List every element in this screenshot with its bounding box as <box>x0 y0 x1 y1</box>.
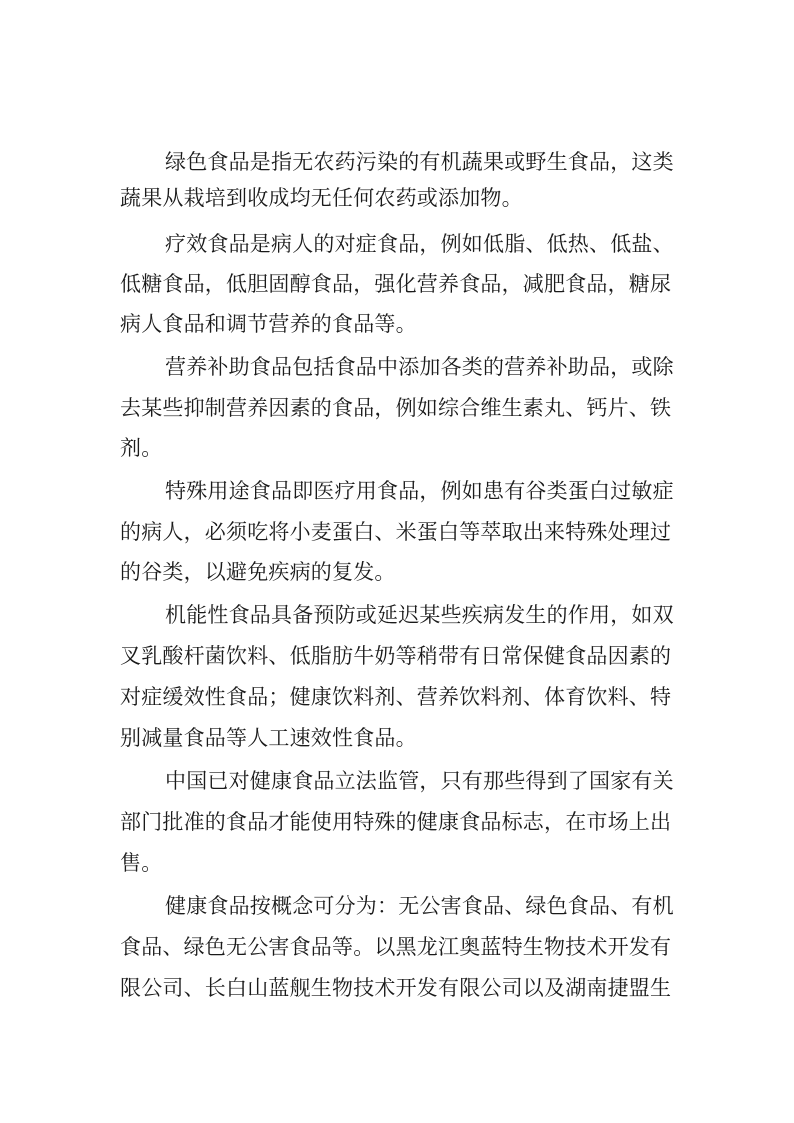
paragraph-7-line-2: 食品、绿色无公害食品等。以黑龙江奥蓝特生物技术开发有 <box>120 935 672 959</box>
paragraph-5-line-3: 对症缓效性食品；健康饮料剂、营养饮料剂、体育饮料、特 <box>120 685 672 709</box>
paragraph-4-line-1: 特殊用途食品即医疗用食品，例如患有谷类蛋白过敏症 <box>165 479 674 503</box>
paragraph-1-line-1: 绿色食品是指无农药污染的有机蔬果或野生食品，这类 <box>165 150 674 174</box>
paragraph-4-line-2: 的病人，必须吃将小麦蛋白、米蛋白等萃取出来特殊处理过 <box>120 520 672 544</box>
paragraph-3-line-1: 营养补助食品包括食品中添加各类的营养补助品，或除 <box>165 355 674 379</box>
paragraph-6-line-3: 售。 <box>120 851 163 875</box>
paragraph-7-line-3: 限公司、长白山蓝舰生物技术开发有限公司以及湖南捷盟生 <box>120 976 672 1000</box>
paragraph-7-line-1: 健康食品按概念可分为：无公害食品、绿色食品、有机 <box>165 894 674 918</box>
paragraph-2-line-3: 病人食品和调节营养的食品等。 <box>120 312 417 336</box>
paragraph-1-line-2: 蔬果从栽培到收成均无任何农药或添加物。 <box>120 186 523 210</box>
paragraph-5-line-2: 叉乳酸杆菌饮料、低脂肪牛奶等稍带有日常保健食品因素的 <box>120 644 672 668</box>
paragraph-6-line-2: 部门批准的食品才能使用特殊的健康食品标志，在市场上出 <box>120 810 672 834</box>
paragraph-3-line-3: 剂。 <box>120 436 163 460</box>
paragraph-3-line-2: 去某些抑制营养因素的食品，例如综合维生素丸、钙片、铁 <box>120 396 672 420</box>
paragraph-2-line-2: 低糖食品，低胆固醇食品，强化营养食品，减肥食品，糖尿 <box>120 272 672 296</box>
paragraph-6-line-1: 中国已对健康食品立法监管，只有那些得到了国家有关 <box>165 769 674 793</box>
paragraph-5-line-4: 别减量食品等人工速效性食品。 <box>120 726 417 750</box>
paragraph-2-line-1: 疗效食品是病人的对症食品，例如低脂、低热、低盐、 <box>165 232 674 256</box>
paragraph-4-line-3: 的谷类，以避免疾病的复发。 <box>120 560 396 584</box>
paragraph-5-line-1: 机能性食品具备预防或延迟某些疾病发生的作用，如双 <box>165 603 674 627</box>
